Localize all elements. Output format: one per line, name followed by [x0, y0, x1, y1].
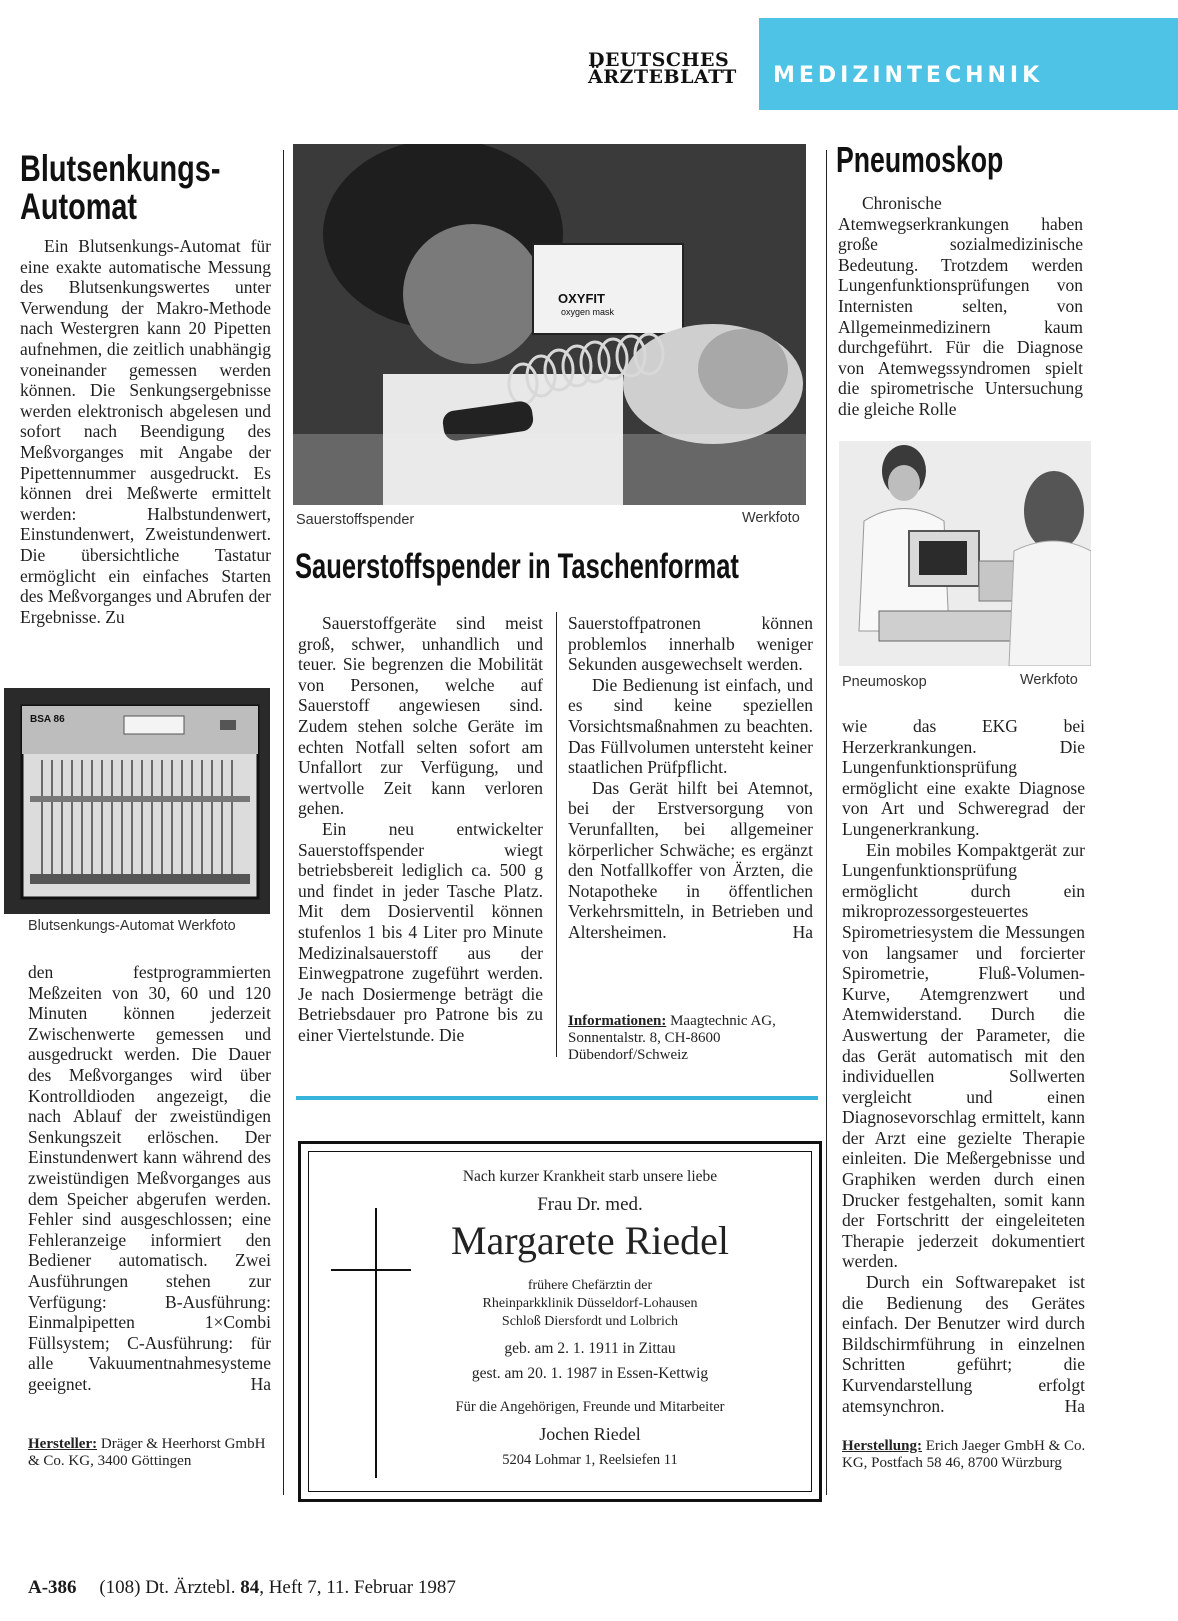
col1-para1: Sauerstoffgeräte sind meist groß, schwer, unhandlich und teuer. Sie begrenzen die Mobilität von Personen, welche auf Sauerstoff angewiesen sind. Zudem stehen solche Geräte im echten Notfall selten sofort am Unfallort zur Verfügung, und wertvolle Zeit kann verloren gehen.: [298, 613, 543, 819]
journal-name-line2: ÄRZTEBLATT: [588, 66, 737, 88]
obituary-address: 5204 Lohmar 1, Reelsiefen 11: [502, 1452, 678, 1468]
manufacturer-address: Dräger & Heerhorst GmbH & Co. KG, 3400 Göttingen: [28, 1436, 266, 1469]
right-para2: Ein mobiles Kompaktgerät zur Lungenfunktionsprüfung ermöglicht durch ein mikroprozessorgesteuertes Spirometriesystem die Messungen von langsamer und forcierter Spirometrie, Fluß-Volumen-Kurve, Atemgrenzwert und Atemwiderstand. Durch die Auswertung der Parameter, die das Gerät automatisch mit den individuellen Sollwerten vergleicht und einen Diagnosevorschlag ermittelt, kann der Arzt eine gezielte Therapie einleiten. Die Meßergebnisse und Graphiken werden durch einen Drucker festgehalten, somit kann der Fortschritt der eingeleiteten Therapie jederzeit dokumentiert werden.: [842, 839, 1085, 1272]
photo-caption-sauerstoff: Sauerstoffspender: [296, 512, 415, 528]
column-rule-middle: [556, 612, 557, 1057]
obituary-name: Margarete Riedel: [450, 1218, 730, 1263]
photo-credit-pneumoskop: Werkfoto: [1020, 672, 1078, 688]
issue-suffix: , Heft 7, 11. Februar 1987: [259, 1577, 456, 1598]
manufacturer-address-right: Erich Jaeger GmbH & Co. KG, Postfach 58 46, 8700 Würzburg: [842, 1438, 1086, 1471]
blutsenkungs-automat-photo: [4, 688, 270, 914]
article-right-text-1: Chronische Atemwegserkrankungen haben große sozialmedizinische Bedeutung. Trotzdem werden Lungenfunktionsprüfungen von Internisten selten, von Allgemeinmedizinern kaum durchgeführt. Für die Diagnose von Atemwegssyndromen spielt die spirometrische Untersuchung die gleiche Rolle: [838, 193, 1083, 419]
col1-para2: Ein neu entwickelter Sauerstoffspender wiegt betriebsbereit lediglich ca. 500 g und findet in jeder Tasche Platz. Mit dem Dosierventil können stufenlos 1 bis 4 Liter pro Minute Medizinalsauerstoff aus der Einwegpatrone zugeführt werden. Je nach Dosiermenge beträgt die Betriebsdauer pro Patrone bis zu einer Viertelstunde. Die: [298, 818, 543, 1045]
journal-name-line1: DEUTSCHES: [588, 49, 730, 71]
page-number: A-386: [28, 1577, 77, 1598]
photo-caption-pneumoskop: Pneumoskop: [842, 674, 927, 690]
volume-number: 84: [240, 1577, 260, 1598]
headline-line-2: Automat: [20, 186, 138, 227]
obituary-mourners: Für die Angehörigen, Freunde und Mitarbeiter: [455, 1399, 725, 1415]
headline-line-1: Blutsenkungs-: [20, 148, 221, 189]
col2-para1: Sauerstoffpatronen können problemlos innerhalb weniger Sekunden ausgewechselt werden.: [568, 613, 813, 675]
oxygen-demo-illustration: [293, 144, 806, 505]
manufacturer-label: Hersteller:: [28, 1436, 98, 1452]
article-left-text-2: [28, 962, 271, 1394]
obituary-born: geb. am 2. 1. 1911 in Zittau: [504, 1340, 676, 1357]
author-initials: Ha: [250, 1373, 271, 1394]
author-initials-middle: Ha: [792, 921, 813, 942]
journal-masthead: [588, 49, 758, 88]
right-para3: [842, 1272, 1085, 1416]
pneumoskop-photo: [839, 441, 1091, 666]
article-middle-col2: [568, 613, 813, 943]
obituary-role-3: Schloß Diersfordt und Lolbrich: [501, 1314, 679, 1329]
obituary-signer: Jochen Riedel: [539, 1424, 641, 1444]
obituary-title: Frau Dr. med.: [537, 1194, 643, 1215]
obituary-died: gest. am 20. 1. 1987 in Essen-Kettwig: [471, 1365, 709, 1382]
manufacturer-info-right: [842, 1438, 1087, 1472]
oxyfit-sub-label: oxygen mask: [561, 307, 615, 317]
col2-para3: [568, 778, 813, 943]
pneumoskop-scene-illustration: [839, 441, 1091, 666]
column-rule-left: [283, 150, 284, 1495]
article-middle-col1: [298, 613, 543, 1045]
accent-rule: [296, 1096, 818, 1100]
article-left-headline: [20, 150, 220, 226]
photo-credit-sauerstoff: Werkfoto: [742, 510, 800, 526]
page-footer: [28, 1577, 456, 1599]
device-model-label: BSA 86: [30, 714, 65, 725]
section-rubric-label: MEDIZINTECHNIK: [773, 63, 1044, 88]
sauerstoffspender-photo: [293, 144, 806, 505]
info-box-middle: [568, 1013, 813, 1064]
article-left-text-2-body: den festprogrammierten Meßzeiten von 30, 60 und 120 Minuten können jederzeit Zwischenwerte gemessen und ausgedruckt werden. Die Dauer des Meßvorganges wird über Kontrolldioden angezeigt, die nach Ablauf der zweistündigen Senkungszeit erlöschen. Der Einstundenwert kann während des zweistündigen Meßvorganges aus dem Speicher abgerufen werden. Fehler sind ausgeschlossen; eine Fehleranzeige informiert den Bediener automatisch. Zwei Ausführungen stehen zur Verfügung: B-Ausführung: Einmalpipetten 1×Combi Füllsystem; C-Ausführung: für alle Vakuumentnahmesysteme geeignet.: [28, 962, 271, 1394]
obituary-inner-frame: [308, 1151, 812, 1492]
obituary-intro: Nach kurzer Krankheit starb unsere liebe: [462, 1168, 718, 1185]
col2-para2: Die Bedienung ist einfach, und es sind keine speziellen Vorsichtsmaßnahmen zu beachten. Das Füllvolumen untersteht keiner staatlichen Prüfpflicht.: [568, 674, 813, 778]
article-right-headline: Pneumoskop: [836, 139, 1004, 180]
obituary-role-2: Rheinparkklinik Düsseldorf-Lohausen: [482, 1296, 698, 1311]
column-rule-right: [826, 150, 827, 1495]
right-para1: wie das EKG bei Herzerkrankungen. Die Lungenfunktionsprüfung ermöglicht eine exakte Diagnose von Art und Schweregrad der Lungenerkrankung.: [842, 716, 1085, 839]
issue-prefix: (108) Dt. Ärztebl.: [99, 1577, 236, 1598]
info-address: Maagtechnic AG, Sonnentalstr. 8, CH-8600 Dübendorf/Schweiz: [568, 1013, 776, 1063]
article-middle-headline: Sauerstoffspender in Taschenformat: [295, 547, 739, 586]
obituary-notice: [298, 1141, 822, 1502]
info-label: Informationen:: [568, 1013, 667, 1029]
article-right-text-2: [842, 716, 1085, 1416]
right-para3-text: Durch ein Softwarepaket ist die Bedienung des Gerätes einfach. Der Benutzer wird durch Bildschirmführung in einzelnen Schritten geführt; die Kurvendarstellung erfolgt atemsynchron.: [842, 1272, 1085, 1416]
author-initials-right: Ha: [1064, 1395, 1085, 1416]
oxyfit-brand-label: OXYFIT: [558, 291, 605, 306]
col2-para3-text: Das Gerät hilft bei Atemnot, bei der Erstversorgung von Verunfallten, bei allgemeiner körperlicher Schwäche; es ergänzt den Notfallkoffer von Ärzten, die Notapotheke in öffentlichen Verkehrsmitteln, in Betrieben und Altersheimen.: [568, 777, 813, 942]
manufacturer-info: [28, 1436, 271, 1470]
manufacturer-label-right: Herstellung:: [842, 1438, 922, 1454]
photo-caption-blutsenkung: Blutsenkungs-Automat Werkfoto: [28, 918, 236, 934]
obituary-role-1: frühere Chefärztin der: [527, 1278, 653, 1293]
article-left-text-1: Ein Blutsenkungs-Automat für eine exakte automatische Messung des Blutsenkungswertes unter Verwendung der Makro-Methode nach Westergren kann 20 Pipetten aufnehmen, die zeitlich unabhängig voneinander gemessen werden können. Die Senkungsergebnisse werden elektronisch abgelesen und sofort nach Beendigung des Meßvorganges mit Angabe der Pipettennummer ausgedruckt. Es können drei Meßwerte ermittelt werden: Halbstundenwert, Einstundenwert, Zweistundenwert. Die übersichtliche Tastatur ermöglicht ein einfaches Starten des Meßvorganges und Abrufen der Ergebnisse. Zu: [20, 236, 271, 627]
section-rubric: [759, 18, 1178, 110]
